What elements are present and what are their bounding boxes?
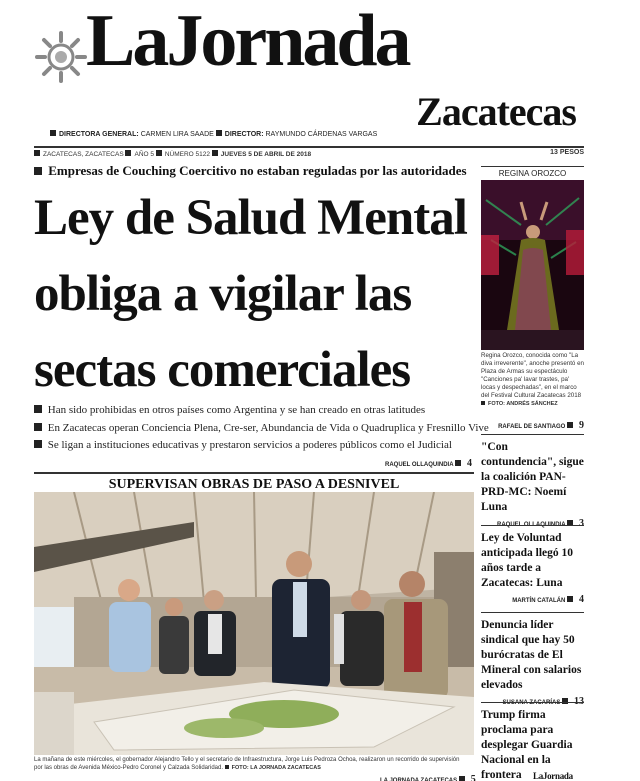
photo-caption-line2-wrap <box>34 764 474 772</box>
bullet-text: Se ligan a instituciones educativas y prestaron servicios a poderes públicos como el Judicial <box>47 439 452 451</box>
newspaper-subtitle: Zacatecas <box>416 89 576 134</box>
main-author: RAQUEL OLLAQUINDIA <box>384 462 454 468</box>
bullet-square-icon <box>459 776 465 781</box>
regina-orozco-photo-image <box>481 180 584 350</box>
brief-item[interactable] <box>481 434 584 529</box>
bullet-square-icon <box>481 401 485 405</box>
bullet-square-icon <box>34 150 40 156</box>
bullet-square-icon <box>216 130 222 136</box>
sidebar-author: RAFAEL DE SANTIAGO <box>498 424 566 430</box>
bullet-item <box>34 420 489 438</box>
sidebar-caption <box>481 352 584 408</box>
brief-page-number: 13 <box>574 696 584 707</box>
photo-caption-line: por las obras de Avenida México-Pedro Coronel y Calzada Solidaridad. <box>34 765 223 771</box>
supervision-photo <box>34 492 474 755</box>
photo-caption <box>34 756 474 772</box>
main-kicker-text: Empresas de Couching Coercitivo no estaban reguladas por las autoridades <box>48 163 467 178</box>
photo-caption-line: La mañana de este miércoles, el gobernador Alejandro Tello y el secretario de Infraestructura, Jorge Luis Pedroza Ochoa, realizaron un recorrido de supervisión <box>34 757 460 763</box>
brief-item[interactable] <box>481 612 584 707</box>
info-bar <box>34 146 584 156</box>
sidebar-photo-credit: FOTO: ANDRÉS SÁNCHEZ <box>488 401 558 407</box>
brief-page-number: 3 <box>579 518 584 529</box>
brief-title: Ley de Voluntad anticipada llegó 10 años tarde a Zacatecas: Luna <box>481 532 574 589</box>
sidebar-page-number: 9 <box>579 420 584 431</box>
sidebar-author-credit <box>481 420 584 431</box>
brief-credit <box>481 594 584 605</box>
bullet-square-icon <box>34 167 42 175</box>
main-author-credit <box>34 458 472 469</box>
bullet-square-icon <box>125 150 131 156</box>
regina-orozco-photo <box>481 180 584 350</box>
staff-line <box>50 130 377 138</box>
brief-item[interactable] <box>481 525 584 605</box>
bullet-item <box>34 402 474 420</box>
issue-date: JUEVES 5 DE ABRIL DE 2018 <box>220 151 312 158</box>
brief-title: "Con contundencia", sigue la coalición PAN-PRD-MC: Noemí Luna <box>481 441 584 513</box>
headline-line: Ley de Salud Mental <box>34 190 467 246</box>
brief-title: Denuncia líder sindical que hay 50 burócratas de El Mineral con salarios elevados <box>481 619 582 691</box>
issue-info <box>34 150 311 158</box>
footer-page-number: 5 <box>470 774 476 781</box>
masthead <box>0 0 640 150</box>
footer-credit <box>380 774 476 781</box>
director-general-name: CARMEN LIRA SAADE <box>140 131 214 138</box>
bullet-square-icon <box>34 440 42 448</box>
brief-author: RAQUEL OLLAQUINDIA <box>496 522 566 528</box>
bullet-square-icon <box>455 460 461 466</box>
bullet-square-icon <box>567 422 573 428</box>
bullet-item <box>34 437 474 455</box>
bullet-square-icon <box>212 150 218 156</box>
footer-logo: LaJornada <box>533 771 573 781</box>
bullet-square-icon <box>50 130 56 136</box>
issue-number: NÚMERO 5122 <box>164 151 210 158</box>
headline-line: obliga a vigilar las <box>34 266 412 322</box>
bullet-text: En Zacatecas operan Conciencia Plena, Cre-ser, Abundancia de Vida o Quadruplica y Fresnillo Vive <box>47 421 489 434</box>
sun-logo-icon <box>34 30 88 84</box>
main-headline[interactable] <box>34 180 474 408</box>
bullet-square-icon <box>34 405 42 413</box>
footer-credit-text: LA JORNADA ZACATECAS <box>380 778 458 781</box>
brief-item[interactable] <box>481 702 584 781</box>
issue-year: AÑO 5 <box>134 151 154 158</box>
director-general-label: DIRECTORA GENERAL: <box>59 131 139 138</box>
issue-price: 13 PESOS <box>550 149 584 156</box>
bullet-square-icon <box>156 150 162 156</box>
director-label: DIRECTOR: <box>224 131 264 138</box>
bullet-square-icon <box>567 596 573 602</box>
brief-author: SUSANA ZACARÍAS <box>502 700 561 706</box>
brief-title: Trump firma proclama para desplegar Guardia Nacional en la frontera <box>481 709 573 781</box>
bullet-square-icon <box>34 423 42 431</box>
headline-line: sectas comerciales <box>34 342 411 398</box>
sidebar-caption-text: Regina Orozco, conocida como "La diva irreverente", anoche presentó en Plaza de Armas su espectáculo "Canciones pa' lavar trastes, pa' locas y despechadas", en el marco del Festival Cultural Zacatecas 2018 <box>481 352 584 399</box>
sidebar-label: REGINA OROZCO <box>481 166 584 178</box>
photo-section-heading[interactable]: SUPERVISAN OBRAS DE PASO A DESNIVEL <box>34 472 474 493</box>
brief-author: MARTÍN CATALÁN <box>512 598 566 604</box>
photo-credit: FOTO: LA JORNADA ZACATECAS <box>231 765 321 771</box>
bullet-text: Han sido prohibidas en otros países como Argentina y se han creado en otras latitudes <box>47 404 426 416</box>
issue-city: ZACATECAS, ZACATECAS <box>43 151 124 158</box>
brief-page-number: 4 <box>579 594 584 605</box>
director-name: RAYMUNDO CÁRDENAS VARGAS <box>265 131 378 138</box>
sidebar-photo-credit-wrap <box>481 400 584 408</box>
main-page-number: 4 <box>467 458 472 469</box>
main-bullets <box>34 402 489 455</box>
supervision-photo-image <box>34 492 474 755</box>
newspaper-title: LaJornada <box>86 0 409 82</box>
main-kicker <box>34 163 467 179</box>
bullet-square-icon <box>225 765 229 769</box>
